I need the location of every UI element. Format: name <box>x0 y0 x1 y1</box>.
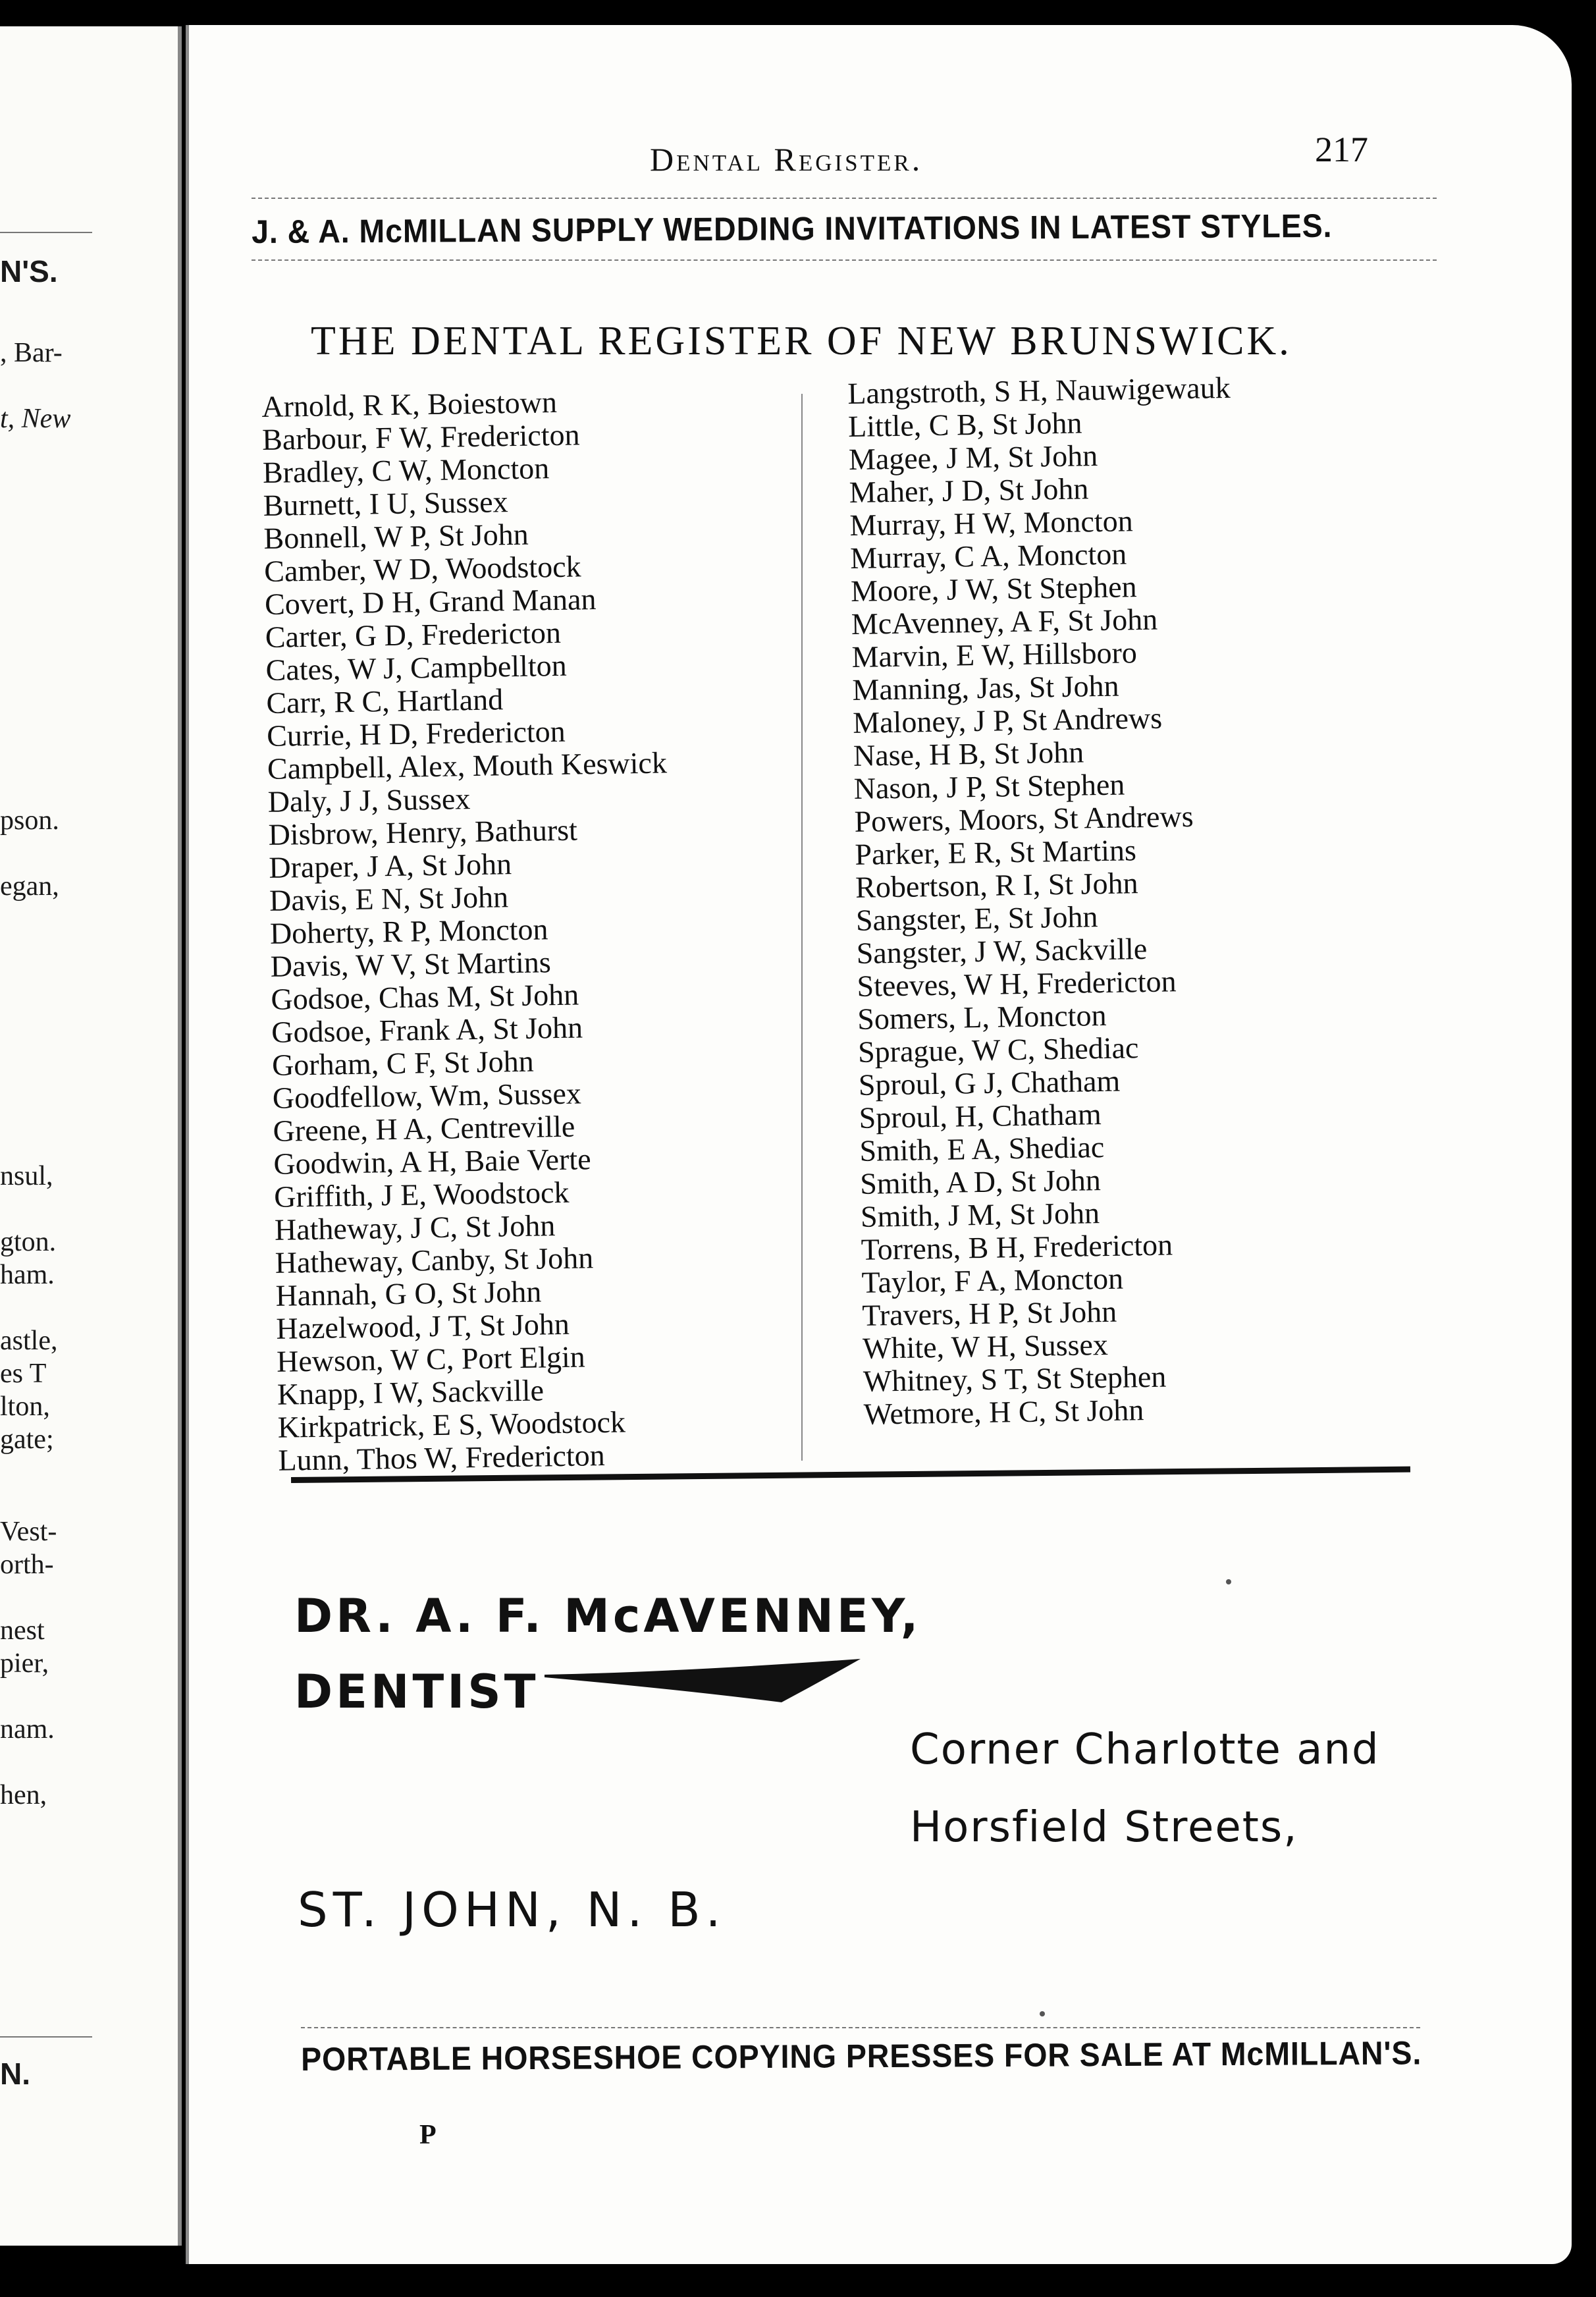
dentist-address <box>910 1711 1380 1866</box>
facing-page-text: Vest- <box>0 1517 57 1547</box>
list-item: Manning, Jas, St John <box>852 668 1119 707</box>
list-item: Bonnell, W P, St John <box>263 517 529 555</box>
footer-rule <box>301 2027 1420 2028</box>
list-item: Davis, E N, St John <box>269 880 509 917</box>
facing-page-text: es T <box>0 1359 47 1389</box>
list-item: Greene, H A, Centreville <box>273 1109 575 1148</box>
list-item: Travers, H P, St John <box>861 1294 1117 1332</box>
list-item: Hannah, G O, St John <box>275 1274 542 1312</box>
list-item: Daly, J J, Sussex <box>267 782 471 819</box>
list-item: Goodfellow, Wm, Sussex <box>272 1076 582 1115</box>
facing-page-text: lton, <box>0 1392 50 1422</box>
facing-page-text: N. <box>0 2057 30 2091</box>
list-item: Godsoe, Chas M, St John <box>271 977 579 1016</box>
list-item: Disbrow, Henry, Bathurst <box>268 813 578 851</box>
ink-speck <box>1226 1579 1231 1584</box>
facing-page-text: pson. <box>0 805 59 836</box>
register-title: THE DENTAL REGISTER OF NEW BRUNSWICK. <box>311 319 1292 364</box>
dentist-city: ST. JOHN, N. B. <box>298 1882 726 1937</box>
list-item: Smith, E A, Shediac <box>859 1130 1105 1168</box>
running-title: Dental Register. <box>650 141 923 178</box>
list-item: Hatheway, J C, St John <box>274 1208 556 1247</box>
list-item: Wetmore, H C, St John <box>863 1393 1144 1431</box>
list-item: Camber, W D, Woodstock <box>263 549 581 588</box>
banner-rule <box>252 259 1437 261</box>
list-item: Cates, W J, Campbellton <box>265 648 568 687</box>
facing-page-fragment <box>0 26 182 2246</box>
header-rule <box>252 198 1437 199</box>
list-item: Hewson, W C, Port Elgin <box>276 1339 586 1378</box>
list-item: Parker, E R, St Martins <box>854 833 1137 871</box>
facing-page-text: hen, <box>0 1780 47 1810</box>
list-item: Smith, A D, St John <box>859 1163 1102 1201</box>
list-item: Griffith, J E, Woodstock <box>273 1175 570 1214</box>
facing-page-text: N'S. <box>0 254 58 288</box>
facing-page-text: ham. <box>0 1260 55 1290</box>
column-divider <box>801 394 803 1461</box>
list-item: Somers, L, Moncton <box>857 998 1107 1036</box>
list-item: Hazelwood, J T, St John <box>275 1307 570 1345</box>
list-item: White, W H, Sussex <box>862 1327 1109 1365</box>
list-item: Burnett, I U, Sussex <box>263 485 508 522</box>
address-line: Horsfield Streets, <box>910 1803 1298 1852</box>
list-item: Powers, Moors, St Andrews <box>854 799 1194 838</box>
facing-page-text: pier, <box>0 1648 49 1679</box>
list-item: Barbour, F W, Fredericton <box>261 418 580 456</box>
list-item: Maloney, J P, St Andrews <box>852 701 1163 740</box>
facing-page-text: nam. <box>0 1714 55 1744</box>
list-item: Campbell, Alex, Mouth Keswick <box>267 745 668 786</box>
list-item: Magee, J M, St John <box>848 439 1098 476</box>
list-item: Sangster, J W, Sackville <box>856 931 1148 970</box>
facing-page-text: t, New <box>0 404 71 434</box>
page-number: 217 <box>1315 130 1368 169</box>
list-item: Knapp, I W, Sackville <box>277 1373 545 1411</box>
page <box>186 25 1572 2264</box>
facing-page-text: egan, <box>0 871 59 902</box>
facing-page-text: , Bar- <box>0 338 63 368</box>
list-item: Little, C B, St John <box>847 406 1082 443</box>
facing-page-rule <box>0 232 92 233</box>
list-item: Draper, J A, St John <box>268 847 512 884</box>
list-item: Nason, J P, St Stephen <box>853 767 1125 805</box>
register-column-right <box>847 371 1246 1431</box>
list-item: Bradley, C W, Moncton <box>262 451 550 489</box>
list-item: Gorham, C F, St John <box>271 1044 535 1082</box>
facing-page-text: astle, <box>0 1326 58 1356</box>
list-item: Sprague, W C, Shediac <box>857 1031 1139 1069</box>
facing-page-text: gate; <box>0 1424 54 1455</box>
list-item: Goodwin, A H, Baie Verte <box>273 1142 591 1181</box>
list-item: Kirkpatrick, E S, Woodstock <box>277 1405 626 1444</box>
list-item: Nase, H B, St John <box>853 735 1084 772</box>
dentist-title: DENTIST <box>294 1665 539 1719</box>
dentist-name: DR. A. F. McAVENNEY, <box>294 1589 922 1643</box>
facing-page-rule <box>0 2036 92 2038</box>
list-item: Hatheway, Canby, St John <box>275 1241 594 1280</box>
top-advertising-banner: J. & A. McMILLAN SUPPLY WEDDING INVITATIONS IN LATEST STYLES. <box>252 207 1333 250</box>
list-item: Sproul, H, Chatham <box>859 1097 1102 1135</box>
signature-mark: P <box>419 2120 437 2150</box>
list-item: Davis, W V, St Martins <box>270 945 552 983</box>
list-item: Moore, J W, St Stephen <box>850 570 1137 608</box>
list-item: Sproul, G J, Chatham <box>858 1064 1121 1102</box>
list-item: Smith, J M, St John <box>860 1196 1100 1233</box>
facing-page-text: nsul, <box>0 1161 53 1191</box>
bottom-advertising-banner: PORTABLE HORSESHOE COPYING PRESSES FOR SALE AT McMILLAN'S. <box>301 2034 1422 2078</box>
facing-page-text: orth- <box>0 1550 54 1580</box>
facing-page-text: nest <box>0 1615 45 1646</box>
list-item: Maher, J D, St John <box>849 472 1089 509</box>
list-item: Sangster, E, St John <box>855 900 1098 937</box>
list-item: Marvin, E W, Hillsboro <box>851 635 1138 674</box>
list-item: Langstroth, S H, Nauwigewauk <box>847 370 1231 410</box>
list-item: Taylor, F A, Moncton <box>861 1261 1124 1299</box>
list-item: Murray, C A, Moncton <box>849 537 1127 575</box>
list-item: Steeves, W H, Fredericton <box>857 964 1177 1003</box>
list-item: Whitney, S T, St Stephen <box>863 1359 1167 1398</box>
list-item: Doherty, R P, Moncton <box>269 912 548 950</box>
list-item: Carter, G D, Fredericton <box>265 615 562 654</box>
list-item: Murray, H W, Moncton <box>849 504 1134 542</box>
list-item: Carr, R C, Hartland <box>266 682 504 720</box>
list-item: McAvenney, A F, St John <box>851 602 1158 641</box>
list-item: Covert, D H, Grand Manan <box>264 582 597 621</box>
list-item: Robertson, R I, St John <box>855 866 1138 904</box>
list-item: Currie, H D, Fredericton <box>266 714 566 753</box>
register-column-left <box>261 384 678 1476</box>
ink-speck <box>1040 2011 1045 2016</box>
list-item: Arnold, R K, Boiestown <box>261 385 558 423</box>
facing-page-text: gton. <box>0 1227 57 1257</box>
flourish-ornament <box>545 1655 861 1708</box>
list-item: Torrens, B H, Fredericton <box>861 1228 1173 1266</box>
address-line: Corner Charlotte and <box>910 1725 1380 1774</box>
list-item: Lunn, Thos W, Fredericton <box>278 1438 606 1477</box>
list-item: Godsoe, Frank A, St John <box>271 1010 583 1049</box>
